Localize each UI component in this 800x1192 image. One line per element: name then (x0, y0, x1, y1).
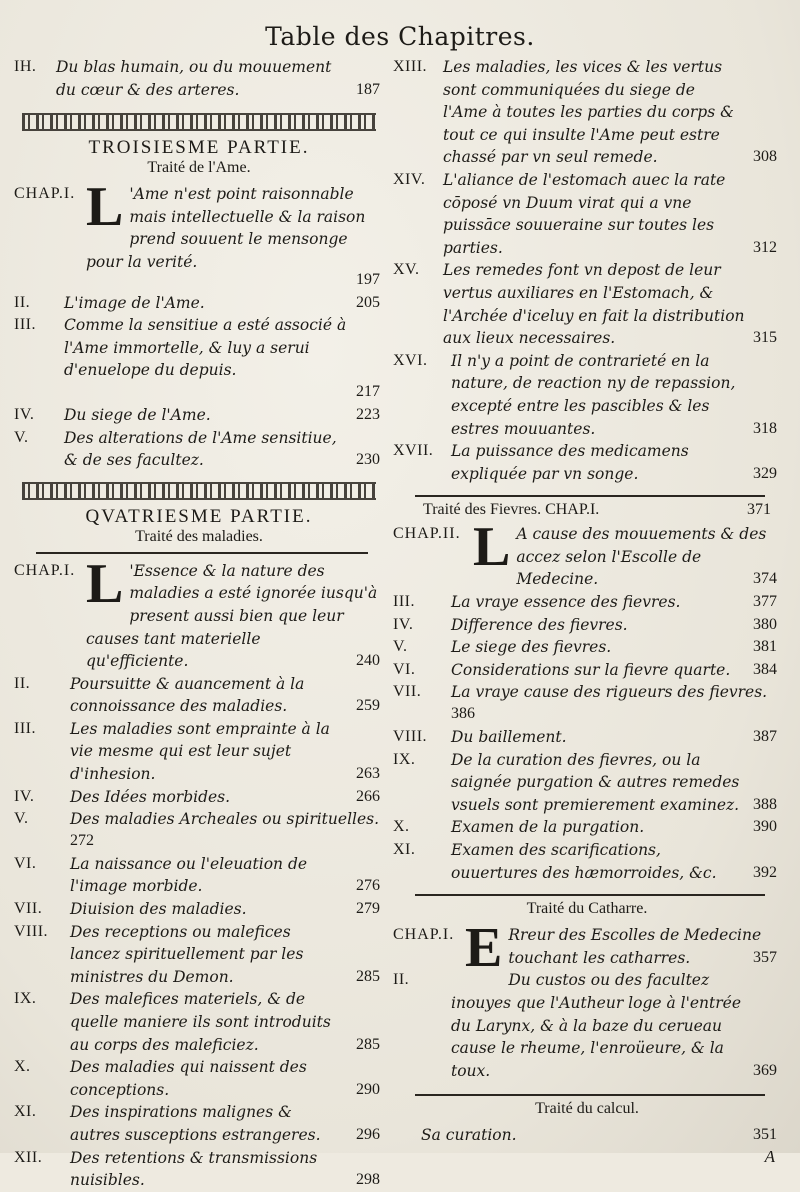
page-number: 279 (356, 900, 380, 918)
part-title: QVATRIESME PARTIE. (85, 505, 313, 527)
page-number: 263 (356, 765, 380, 783)
chapter-title: Sa curation. (421, 1126, 517, 1145)
chapter-number: VI. (14, 854, 37, 872)
toc-entry (14, 673, 384, 718)
chapter-title: Des alterations de l'Ame sensitiue, & de ses facultez. (64, 428, 337, 470)
right-column (393, 56, 781, 1167)
left-column (14, 56, 384, 1192)
toc-entry (393, 636, 781, 659)
chapter-title: Poursuitte & auancement à la connoissance des maladies. (70, 674, 305, 716)
page-number: 369 (753, 1061, 777, 1079)
treatise-title: Traité de l'Ame. (147, 159, 251, 177)
chapter-title: Considerations sur la fievre quarte. (451, 660, 731, 679)
chapter-number: XII. (14, 1148, 43, 1166)
page-number: 230 (356, 451, 380, 469)
chapter-number: III. (14, 719, 36, 737)
toc-entry (393, 614, 781, 637)
chapter-number: IH. (14, 58, 37, 75)
toc-entry (14, 808, 384, 850)
chapter-title: 'Essence & la nature des maladies a esté ignorée iusqu'à present aussi bien que leur causes tant materielle qu'efficiente. (86, 561, 378, 671)
page-number: 312 (753, 238, 777, 256)
chapter-number: IX. (14, 990, 37, 1008)
page-number: 290 (356, 1080, 380, 1098)
chapter-heading: CHAP.I. (14, 561, 76, 579)
chapter-title: Examen de la purgation. (451, 818, 645, 837)
chapter-number: XVI. (393, 351, 428, 369)
chapter-title: Les maladies, les vices & les vertus sont communiquées du siege de l'Ame à toutes les parties du corps & tout ce qui insulte l'Ame peut estre chassé par vn seul remede. (443, 58, 734, 167)
toc-entry (14, 853, 384, 898)
page-number: 318 (753, 419, 777, 437)
chapter-number: III. (393, 593, 415, 611)
treatise-title: Traité des Fievres. CHAP.I. (423, 501, 600, 519)
toc-entry (14, 1056, 384, 1101)
toc-entry (393, 169, 781, 259)
toc-entry (14, 314, 384, 404)
toc-entry (393, 839, 781, 884)
chapter-number: XVII. (393, 442, 434, 460)
ornament-band (22, 482, 376, 500)
page-number: 223 (356, 405, 380, 423)
page-number: 285 (356, 1035, 380, 1053)
chapter-title: La puissance des medicamens expliquée par vn songe. (451, 442, 689, 483)
treatise-title: Traité des maladies. (135, 527, 263, 545)
chapter-number: VIII. (393, 728, 428, 746)
page-number: 329 (753, 464, 777, 482)
chapter-number: X. (14, 1058, 31, 1076)
drop-cap: L (86, 552, 124, 615)
chapter-title: Les maladies sont emprainte à la vie mesme qui est leur sujet d'inhesion. (70, 719, 330, 784)
ornament-band (22, 113, 376, 131)
page-number: 187 (356, 80, 380, 98)
page-number: 390 (753, 818, 777, 836)
chapter-title: Des maladies qui naissent des conceptions. (70, 1058, 307, 1099)
toc-entry (393, 1124, 781, 1147)
toc-entry (393, 440, 781, 485)
chapter-title: Du siege de l'Ame. (64, 405, 211, 424)
page-number: 285 (356, 967, 380, 985)
chapter-title: 'Ame n'est point raisonnable mais intellectuelle & la raison prend souuent le mensonge pour la verité. (86, 185, 366, 271)
chapter-number: II. (14, 674, 31, 692)
chapter-heading: CHAP.I. (393, 926, 455, 944)
toc-entry (14, 427, 384, 472)
chapter-number: V. (14, 428, 29, 446)
toc-entry (14, 404, 384, 427)
treatise-title: Traité du Catharre. (526, 900, 648, 918)
chapter-title: Des Idées morbides. (70, 787, 231, 806)
chapter-title: Du baillement. (451, 728, 567, 747)
chapter-number: IV. (14, 405, 35, 423)
page-number: 386 (451, 705, 475, 723)
chapter-number: XV. (393, 261, 420, 279)
chapter-number: IX. (393, 750, 416, 768)
part-title: TROISIESME PARTIE. (88, 137, 310, 159)
toc-entry (14, 786, 384, 809)
chapter-number: V. (14, 810, 29, 828)
page-number: 381 (753, 638, 777, 656)
chapter-title: Comme la sensitiue a esté associé à l'Ame immortelle, & luy a serui d'enuelope du depuis. (64, 316, 347, 380)
chapter-title: La vraye cause des rigueurs des fievres. (451, 683, 768, 702)
drop-cap: E (465, 917, 503, 980)
toc-entry (393, 749, 781, 817)
chapter-title: Des inspirations malignes & autres susceptions estrangeres. (70, 1103, 321, 1144)
toc-entry (393, 726, 781, 749)
page-number: 387 (753, 728, 777, 746)
page-number: 380 (753, 615, 777, 633)
page-number: 205 (356, 293, 380, 311)
page-number: 384 (753, 660, 777, 678)
chapter-title: Des retentions & transmissions nuisibles. (70, 1148, 318, 1190)
treatise-title-inline (393, 501, 781, 519)
chapter-number: III. (14, 316, 36, 334)
toc-entry (393, 350, 781, 440)
toc-entry (393, 659, 781, 682)
page-number: 272 (70, 832, 94, 850)
page-number: 298 (356, 1171, 380, 1189)
chapter-number: XIII. (393, 58, 428, 75)
drop-cap: L (86, 176, 124, 239)
chapter-number: VI. (393, 660, 416, 678)
page-number: 371 (747, 501, 771, 519)
toc-entry (14, 988, 384, 1056)
chapter-title: Du blas humain, ou du mouuement du cœur & des arteres. (56, 58, 332, 99)
divider-rule (415, 1094, 765, 1096)
divider-rule (415, 495, 765, 497)
chapter-title: Des receptions ou malefices lancez spirituellement par les ministres du Demon. (70, 922, 304, 986)
chapter-title: Examen des scarifications, ouuertures des hæmorroides, &c. (451, 841, 717, 882)
chapter-title: Les remedes font vn depost de leur vertus auxiliares en l'Estomach, & l'Archée d'iceluy en fait la distribution aux lieux necessaires. (443, 261, 745, 348)
chapter-heading: CHAP.I. (14, 185, 76, 203)
page-number: 315 (753, 329, 777, 347)
page-header: Table des Chapitres. (265, 22, 535, 51)
chapter-title: Rreur des Escolles de Medecine touchant les catharres. (508, 926, 762, 967)
toc-entry (393, 259, 781, 349)
toc-entry (393, 681, 781, 723)
chapter-number: XI. (14, 1103, 37, 1121)
chapter-number: VII. (393, 683, 422, 701)
page-number: 259 (356, 697, 380, 715)
chapter-number: VII. (14, 900, 43, 918)
treatise-title: Traité du calcul. (535, 1100, 639, 1118)
page-number: 217 (356, 383, 380, 401)
toc-entry (14, 292, 384, 315)
toc-entry (393, 816, 781, 839)
chapter-heading: CHAP.II. (393, 525, 461, 543)
chapter-number: II. (393, 971, 410, 989)
chapter-number: IV. (393, 615, 414, 633)
page-number: 357 (753, 948, 777, 966)
toc-entry (14, 56, 384, 101)
chapter-number: X. (393, 818, 410, 836)
toc-entry-first (393, 516, 781, 591)
chapter-number: XIV. (393, 170, 426, 188)
chapter-title: Diuision des maladies. (70, 900, 247, 919)
chapter-title: A cause des mouuements & des accez selon l'Escolle de Medecine. (516, 525, 767, 589)
page-number: 392 (753, 863, 777, 881)
divider-rule (415, 894, 765, 896)
chapter-title: Des malefices materiels, & de quelle maniere ils sont introduits au corps des maleficiez. (70, 990, 331, 1054)
chapter-title: Il n'y a point de contrarieté en la nature, de reaction ny de repassion, excepté entre les pascibles & les estres mouuantes. (451, 351, 736, 438)
chapter-number: IV. (14, 787, 35, 805)
drop-cap: L (473, 516, 511, 579)
chapter-title: La vraye essence des fievres. (451, 593, 681, 612)
chapter-title: Des maladies Archeales ou spirituelles. (70, 810, 380, 829)
signature-mark: A (764, 1146, 775, 1166)
chapter-title: L'aliance de l'estomach auec la rate cōposé vn Duum virat qui a vne puissāce souueraine sur toutes les parties. (443, 170, 726, 257)
toc-entry (14, 1147, 384, 1192)
toc-entry (14, 921, 384, 989)
chapter-title: Du custos ou des facultez inouyes que l'Autheur loge à l'entrée du Larynx, & à la baze du cerueau cause le rheume, l'enroüeure, & la toux. (451, 971, 742, 1080)
chapter-number: VIII. (14, 922, 49, 940)
toc-entry-first (14, 176, 384, 288)
toc-entry (14, 898, 384, 921)
toc-entry (393, 969, 781, 1082)
page-number: 351 (753, 1126, 777, 1144)
chapter-title: Le siege des fievres. (451, 638, 612, 657)
page-number: 388 (753, 795, 777, 813)
page-number: 308 (753, 148, 777, 166)
toc-entry (14, 718, 384, 786)
page-number: 377 (753, 593, 777, 611)
toc-entry (14, 1101, 384, 1146)
chapter-title: L'image de l'Ame. (64, 293, 205, 312)
toc-entry (393, 56, 781, 169)
chapter-number: XI. (393, 841, 416, 858)
chapter-number: V. (393, 638, 408, 656)
page-number: 266 (356, 787, 380, 805)
chapter-title: De la curation des fievres, ou la saignée purgation & autres remedes vsuels sont premierement examinez. (451, 750, 740, 814)
page-number: 374 (753, 570, 777, 588)
toc-entry (393, 591, 781, 614)
chapter-title: Difference des fievres. (451, 615, 628, 634)
page-number: 197 (356, 270, 380, 288)
chapter-title: La naissance ou l'eleuation de l'image morbide. (70, 854, 308, 896)
page-number: 240 (356, 652, 380, 670)
toc-entry-first (14, 552, 384, 673)
page-number: 276 (356, 877, 380, 895)
page-number: 296 (356, 1125, 380, 1143)
chapter-number: II. (14, 293, 31, 311)
